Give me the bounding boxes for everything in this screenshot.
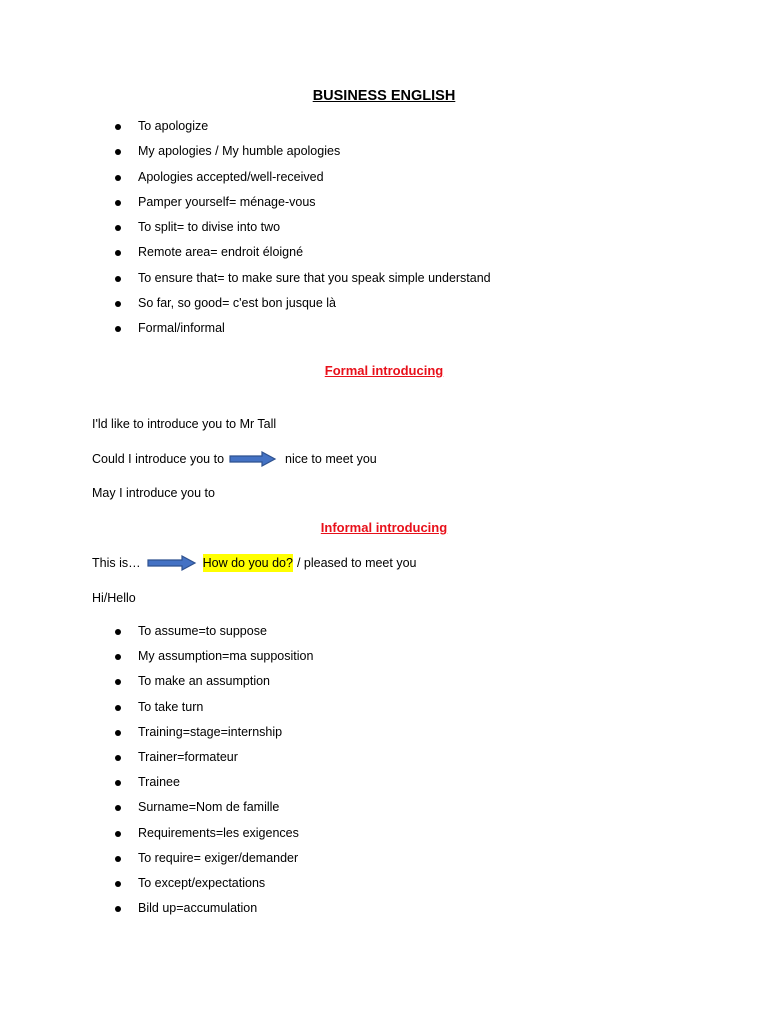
formal-line-2: [92, 450, 377, 468]
informal-line-2-text: Hi/Hello: [92, 591, 136, 605]
right-arrow-icon: [229, 451, 277, 467]
list-item: [112, 669, 313, 694]
list-item: [112, 266, 491, 291]
list-item-text: Formal/informal: [138, 321, 225, 336]
list-item: [112, 644, 313, 669]
list-item-text: To make an assumption: [138, 674, 271, 689]
list-item: [112, 795, 313, 820]
list-item: [112, 139, 491, 164]
bullet-dot-icon: [115, 831, 121, 837]
list-item-text: Training=stage=internship: [138, 724, 283, 739]
formal-line-2-right-text: nice to meet you: [285, 452, 377, 466]
informal-line-1-rest-text: / pleased to meet you: [296, 556, 417, 570]
list-item-text: To assume=to suppose: [138, 624, 267, 638]
informal-line-1: [92, 554, 417, 572]
informal-introducing-heading: Informal introducing: [320, 520, 448, 535]
formal-line-3: [92, 484, 215, 502]
bullet-dot-icon: [115, 679, 121, 685]
list-item: [112, 619, 313, 644]
bullet-dot-icon: [115, 250, 121, 256]
list-item-text: Remote area= endroit éloigné: [138, 245, 304, 260]
list-item: [112, 240, 491, 265]
vocabulary-list-1: [112, 114, 491, 342]
bullet-dot-icon: [115, 200, 121, 206]
list-item: [112, 291, 491, 316]
bullet-dot-icon: [115, 881, 121, 887]
informal-line-2: [92, 589, 136, 607]
list-item-text: Apologies accepted/well-received: [138, 169, 324, 184]
bullet-dot-icon: [115, 755, 121, 761]
right-arrow-icon: [147, 555, 197, 571]
bullet-dot-icon: [115, 629, 121, 635]
bullet-dot-icon: [115, 906, 121, 912]
list-item-text: Surname=Nom de famille: [138, 800, 280, 815]
bullet-dot-icon: [115, 654, 121, 660]
formal-line-3-text: May I introduce you to: [92, 486, 215, 500]
list-item: [112, 215, 491, 240]
bullet-dot-icon: [115, 276, 121, 282]
list-item-text: Pamper yourself= ménage-vous: [138, 194, 316, 209]
formal-line-1-text: I'ld like to introduce you to Mr Tall: [92, 417, 277, 431]
list-item-text: To apologize: [138, 119, 209, 133]
list-item: [112, 316, 491, 341]
formal-introducing-heading: Formal introducing: [324, 363, 444, 378]
list-item: [112, 871, 313, 896]
list-item-text: So far, so good= c'est bon jusque là: [138, 296, 337, 311]
document-title: BUSINESS ENGLISH: [312, 88, 456, 104]
list-item-text: To ensure that= to make sure that you speak simple understand: [138, 270, 491, 285]
bullet-dot-icon: [115, 856, 121, 862]
bullet-dot-icon: [115, 730, 121, 736]
bullet-dot-icon: [115, 301, 121, 307]
vocabulary-list-2: [112, 619, 313, 921]
list-item-text: To take turn: [138, 699, 204, 714]
bullet-dot-icon: [115, 705, 121, 711]
list-item-text: To require= exiger/demander: [138, 850, 299, 865]
list-item-text: My assumption=ma supposition: [138, 649, 314, 664]
bullet-dot-icon: [115, 225, 121, 231]
informal-line-1-left-text: This is…: [92, 556, 141, 570]
list-item: [112, 165, 491, 190]
list-item-text: My apologies / My humble apologies: [138, 144, 341, 159]
list-item: [112, 745, 313, 770]
list-item-text: Bild up=accumulation: [138, 901, 258, 916]
formal-line-2-left-text: Could I introduce you to: [92, 452, 225, 466]
list-item-text: To except/expectations: [138, 875, 266, 890]
list-item-text: Trainee: [138, 775, 180, 790]
list-item: [112, 720, 313, 745]
bullet-dot-icon: [115, 805, 121, 811]
formal-line-1: [92, 415, 276, 433]
bullet-dot-icon: [115, 149, 121, 155]
bullet-dot-icon: [115, 326, 121, 332]
list-item: [112, 695, 313, 720]
list-item-text: Requirements=les exigences: [138, 825, 299, 840]
bullet-dot-icon: [115, 175, 121, 181]
list-item: [112, 770, 313, 795]
list-item: [112, 821, 313, 846]
list-item: [112, 846, 313, 871]
list-item: [112, 114, 491, 139]
list-item: [112, 896, 313, 921]
bullet-dot-icon: [115, 780, 121, 786]
list-item-text: To split= to divise into two: [138, 220, 281, 235]
list-item-text: Trainer=formateur: [138, 749, 238, 764]
bullet-dot-icon: [115, 124, 121, 130]
list-item: [112, 190, 491, 215]
highlighted-phrase: How do you do?: [202, 556, 293, 570]
